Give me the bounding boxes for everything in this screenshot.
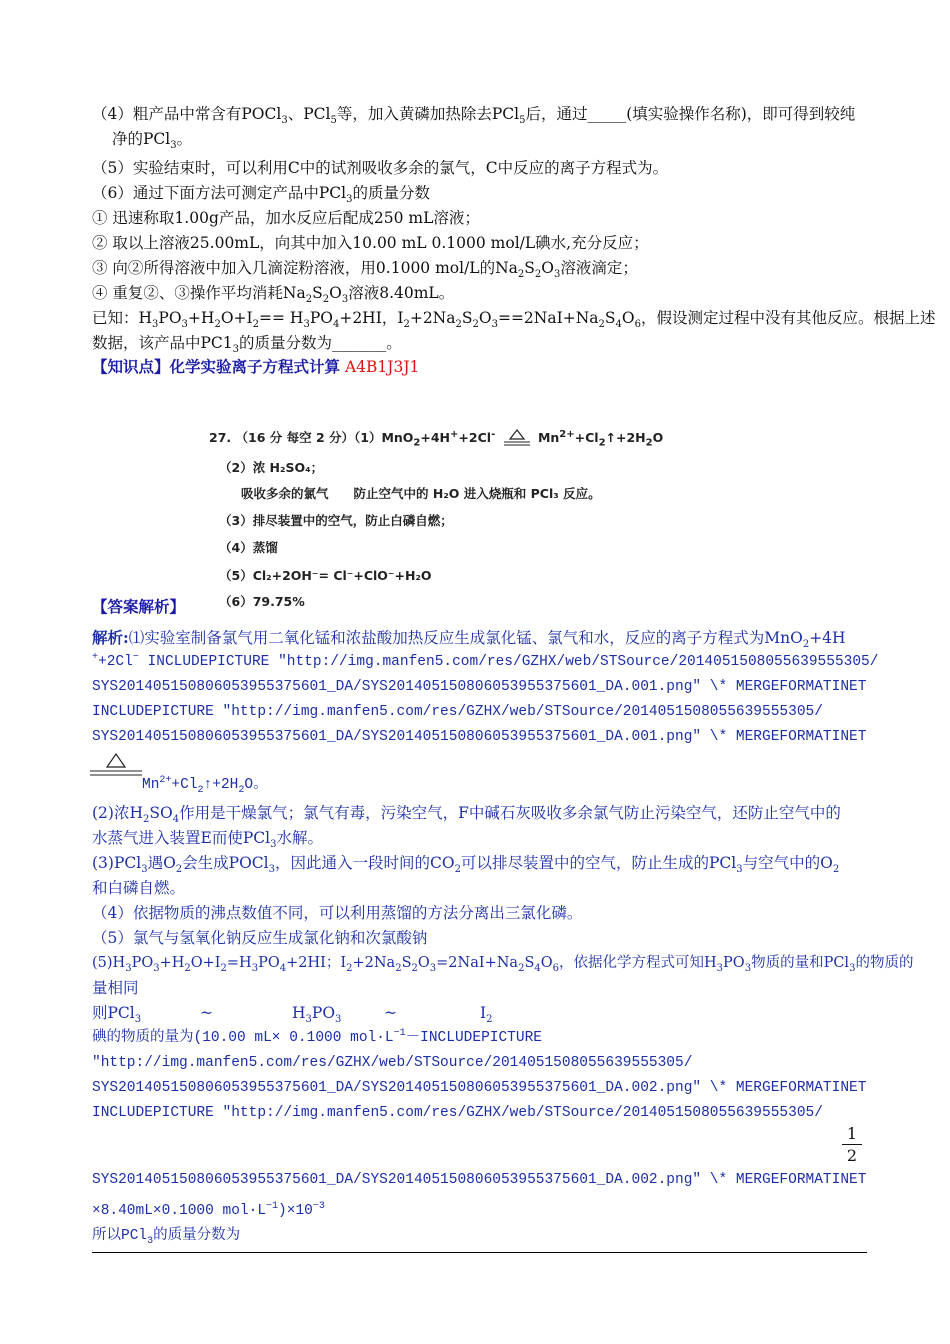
- explanation-4: INCLUDEPICTURE "http://img.manfen5.com/res/GZHX/web/STSource/2014051508055639555305/: [92, 704, 823, 720]
- knowledge-point-code: A4B1J3J1: [344, 358, 420, 376]
- knowledge-point-label: 【知识点】化学实验离子方程式计算: [92, 357, 341, 376]
- answer-line-7: （6）79.75%: [219, 594, 305, 609]
- step-3: ③ 向②所得溶液中加入几滴淀粉溶液，用0.1000 mol/L的$Na_2S_2O_3$溶液滴定；: [92, 259, 638, 281]
- answer-line-4: （3）排尽装置中的空气，防止白磷自燃；: [219, 513, 453, 528]
- explanation-17: "http://img.manfen5.com/res/GZHX/web/STSource/2014051508055639555305/: [92, 1055, 693, 1071]
- explanation-6: $Mn^{2+}+Cl_2↑+2H_2O$。: [142, 775, 268, 796]
- step-2: ② 取以上溶液25.00mL，向其中加入10.00 mL 0.1000 mol/L碘水,充分反应；: [92, 234, 649, 252]
- answer-analysis-label: 【答案解析】: [92, 597, 186, 616]
- explanation-2: ++2Cl− INCLUDEPICTURE "http://img.manfen5.com/res/GZHX/web/STSource/2014051508055639555305/: [92, 652, 879, 670]
- question-4-line-2: 净的PCl$_3$。: [112, 130, 193, 152]
- explanation-13: $(5)H_3PO_3+H_2O+I_2=H_3PO_4+2HI$；$I_2+2Na_2S_2O_3=2NaI+Na_2S_4O_6$，依据化学方程式可知$H_3PO_3$物质的量和PCl$_3$的物质的: [92, 955, 914, 974]
- answer-line-5: （4）蒸馏: [219, 540, 278, 555]
- explanation-15: 则PCl$_3$ ~ $H_3PO_3$ ~ $I_2$: [92, 1004, 493, 1026]
- explanation-11: （4）依据物质的沸点数值不同，可以利用蒸馏的方法分离出三氯化磷。: [92, 904, 583, 922]
- answer-line-3: 吸收多余的氯气 防止空气中的 H₂O 进入烧瓶和 PCl₃ 反应。: [241, 486, 601, 501]
- step-1: ① 迅速称取1.00g产品，加水反应后配成250 mL溶液；: [92, 209, 480, 227]
- explanation-9: (3)PCl$_3$遇$O_2$会生成POCl$_3$，因此通入一段时间的$CO_2$可以排尽装置中的空气，防止生成的PCl$_3$与空气中的$O_2$: [92, 854, 840, 876]
- fraction: [842, 1124, 862, 1165]
- answer-line-6: （5）Cl₂+2OH⁻= Cl⁻+ClO⁻+H₂O: [219, 568, 432, 583]
- answer-line-1: 27. （16 分 每空 2 分）（1）MnO$_2$+4H++2Cl- $Mn^{2+}+Cl_2↑+2H_2O$: [209, 428, 664, 449]
- heat-symbol-1: [500, 429, 534, 449]
- explanation-21: ×8.40mL×0.1000 $mol\cdot L^{-1})\times 10^{-3}$: [92, 1201, 325, 1219]
- explanation-18: SYS201405150806053955375601_DA/SYS201405150806053955375601_DA.002.png" \* MERGEFORMATINET: [92, 1080, 867, 1096]
- question-5: （5）实验结束时，可以利用C中的试剂吸收多余的氯气，C中反应的离子方程式为。: [92, 159, 669, 177]
- explanation-7: (2)浓$H_2SO_4$作用是干燥氯气；氯气有毒，污染空气，F中碱石灰吸收多余氯气防止污染空气，还防止空气中的: [92, 804, 841, 826]
- explanation-22: 所以PCl$_3$的质量分数为: [92, 1228, 241, 1247]
- fraction-numerator: 1: [846, 1124, 858, 1143]
- explanation-19: INCLUDEPICTURE "http://img.manfen5.com/res/GZHX/web/STSource/2014051508055639555305/: [92, 1105, 823, 1121]
- answer-image: [205, 420, 665, 612]
- bottom-rule: [92, 1252, 867, 1253]
- explanation-1: 解析:⑴实验室制备氯气用二氧化锰和浓盐酸加热反应生成氯化锰、氯气和水，反应的离子方程式为MnO$_2$+4H: [92, 628, 846, 651]
- explanation-3: SYS201405150806053955375601_DA/SYS201405150806053955375601_DA.001.png" \* MERGEFORMATINET: [92, 679, 867, 695]
- explanation-20: SYS201405150806053955375601_DA/SYS201405150806053955375601_DA.002.png" \* MERGEFORMATINET: [92, 1172, 867, 1188]
- explanation-10: 和白磷自燃。: [92, 879, 186, 897]
- explanation-16: 碘的物质的量为(10.00 mL× 0.1000 $mol\cdot L^{-1}-INCLUDEPICTURE$: [92, 1028, 542, 1046]
- known-line-2: 数据，该产品中$PC1_3$的质量分数为_______。: [92, 334, 402, 356]
- question-6: （6）通过下面方法可测定产品中PCl$_3$的质量分数: [92, 184, 430, 206]
- explanation-14: 量相同: [92, 979, 139, 997]
- fraction-denominator: 2: [846, 1146, 858, 1165]
- explanation-5: SYS201405150806053955375601_DA/SYS201405150806053955375601_DA.001.png" \* MERGEFORMATINET: [92, 729, 867, 745]
- knowledge-point: [92, 354, 872, 380]
- answer-line-2: （2）浓 H₂SO₄；: [219, 460, 324, 475]
- step-4: ④ 重复②、③操作平均消耗$Na_2S_2O_3$溶液8.40mL。: [92, 284, 455, 306]
- known-line-1: 已知：$H_3PO_3+H_2O+I_2== H_3PO_4+2HI$，$I_2+2Na_2S_2O_3==2NaI+Na_2S_4O_6$，假设测定过程中没有其他反应。根据上述: [92, 309, 936, 331]
- explanation-12: （5）氯气与氢氧化钠反应生成氯化钠和次氯酸钠: [92, 929, 428, 947]
- explanation-8: 水蒸气进入装置E而使PCl$_3$水解。: [92, 829, 323, 851]
- question-4-line-1: （4）粗产品中常含有POCl$_3$、PCl$_5$等，加入黄磷加热除去PCl$_5$后，通过_____(填实验操作名称)，即可得到较纯: [92, 105, 856, 127]
